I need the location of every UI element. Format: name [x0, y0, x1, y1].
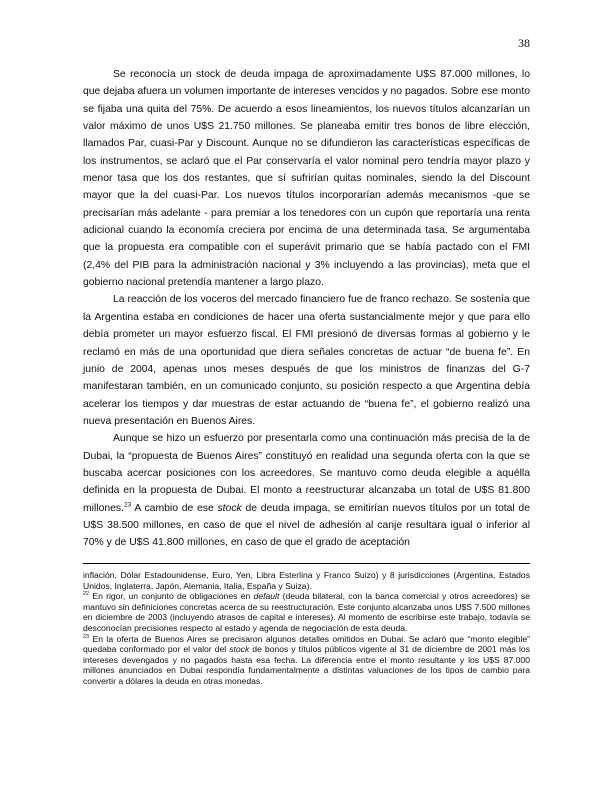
page-number: 38 — [518, 36, 530, 50]
footnote-reference[interactable]: 23 — [124, 501, 132, 509]
footnote-separator — [83, 563, 530, 564]
paragraph-text: La reacción de los voceros del mercado financiero fue de franco rechazo. Se sostenía que la Argentina estaba en condiciones de hacer una oferta sustancialmente mejor y que para ello debía prometer un mayor esfuerzo fiscal. El FMI presionó de diversas formas al gobierno y le reclamó en más de una oportunidad que diera señales concretas de actuar “de buena fe”. En junio de 2004, apenas unos meses después de que los ministros de finanzas del G-7 manifestaran también, en un comunicado conjunto, su posición respecto a que Argentina debía acelerar los tiempos y dar muestras de estar actuando de “buena fe”, el gobierno realizó una nueva presentación en Buenos Aires. — [83, 294, 530, 427]
paragraph-text: Aunque se hizo un esfuerzo por presentarla como una continuación más precisa de la de Dubai, la “propuesta de Buenos Aires” constituyó en realidad una segunda oferta con la que se buscaba acercar posiciones con los acreedores. Se mantuvo como deuda elegible a aquélla definida en la propuesta de Dubai. El monto a reestructurar alcanzaba un total de U$S 81.800 millones. — [83, 433, 530, 514]
paragraph-text: Se reconocía un stock de deuda impaga de aproximadamente U$S 87.000 millones, lo que dejaba afuera un volumen importante de intereses vencidos y no pagados. Sobre ese monto se fijaba una quita del 75%. De acuerdo a esos lineamientos, los nuevos títulos alcanzarían un valor máximo de unos U$S 21.750 millones. Se planeaba emitir tres bonos de libre elección, llamados Par, cuasi-Par y Discount. Aunque no se difundieron las características específicas de los instrumentos, se aclaró que el Par conservaría el valor nominal pero tendría mayor plazo y menor tasa que los dos restantes, que sí sufrirían quitas nominales, siendo la del Discount mayor que la del cuasi-Par. Los nuevos títulos incorporarían además mecanismos -que se precisarían más adelante - para premiar a los tenedores con un cupón que reportaría una renta adicional cuando la economía creciera por encima de una determinada tasa. Se argumentaba que la propuesta era compatible con el superávit primario que se había pactado con el FMI (2,4% del PIB para la administración nacional y 3% incluyendo a las provincias), meta que el gobierno nacional pretendía mantener a largo plazo. — [83, 69, 530, 289]
footnote — [83, 634, 530, 687]
footnotes — [83, 570, 530, 687]
footnote — [83, 570, 530, 591]
emphasis-text: stock — [217, 502, 242, 514]
emphasis-text: default — [253, 591, 280, 602]
footnote-number: 23 — [83, 633, 90, 640]
footnote-text: inflación, Dólar Estadounidense, Euro, Yen, Libra Esterlina y Franco Suizo) y 8 jurisdicciones (Argentina, Estados Unidos, Inglaterra, Japón, Alemania, Italia, España y Suiza). — [83, 570, 530, 591]
paragraph — [83, 66, 530, 291]
footnote-text: (deuda bilateral, con la banca comercial y otros acreedores) se mantuvo sin definiciones concretas acerca de su reestructuración. Este conjunto alcanzaba unos U$S 7.500 millones en diciembre de 2003 (incluyendo atrasos de capital e intereses). Al momento de escribirse este trabajo, todavía se desconocían precisiones respecto al estado y agenda de negociación de esta deuda. — [83, 591, 530, 633]
footnote-number: 22 — [83, 591, 90, 598]
footnote-text: En la oferta de Buenos Aires se precisaron algunos detalles omitidos en Dubai. Se aclaró que “monto elegible” quedaba conformado por el valor del — [83, 633, 530, 655]
emphasis-text: stock — [229, 644, 250, 655]
paragraph-text: A cambio de ese — [131, 502, 218, 514]
paragraph — [83, 291, 530, 430]
paragraph — [83, 430, 530, 551]
footnote-text: En rigor, un conjunto de obligaciones en — [89, 591, 254, 602]
footnote-text: de bonos y títulos públicos vigente al 31 de diciembre de 2001 más los intereses devengados y no pagados hasta esa fecha. La diferencia entre el monto resultante y los U$S 87.000 millones anunciados en Dubai respondía fundamentalmente a distintas valuaciones de los tipos de cambio para convertir a dólares la deuda en otras monedas. — [83, 644, 531, 686]
footnote — [83, 591, 530, 633]
body-text — [83, 66, 530, 552]
paragraph-text: de deuda impaga, se emitirían nuevos títulos por un total de U$S 38.500 millones, en caso de que el nivel de adhesión al canje resultara igual o inferior al 70% y de U$S 41.800 millones, en caso de que el grado de aceptación — [83, 502, 530, 549]
